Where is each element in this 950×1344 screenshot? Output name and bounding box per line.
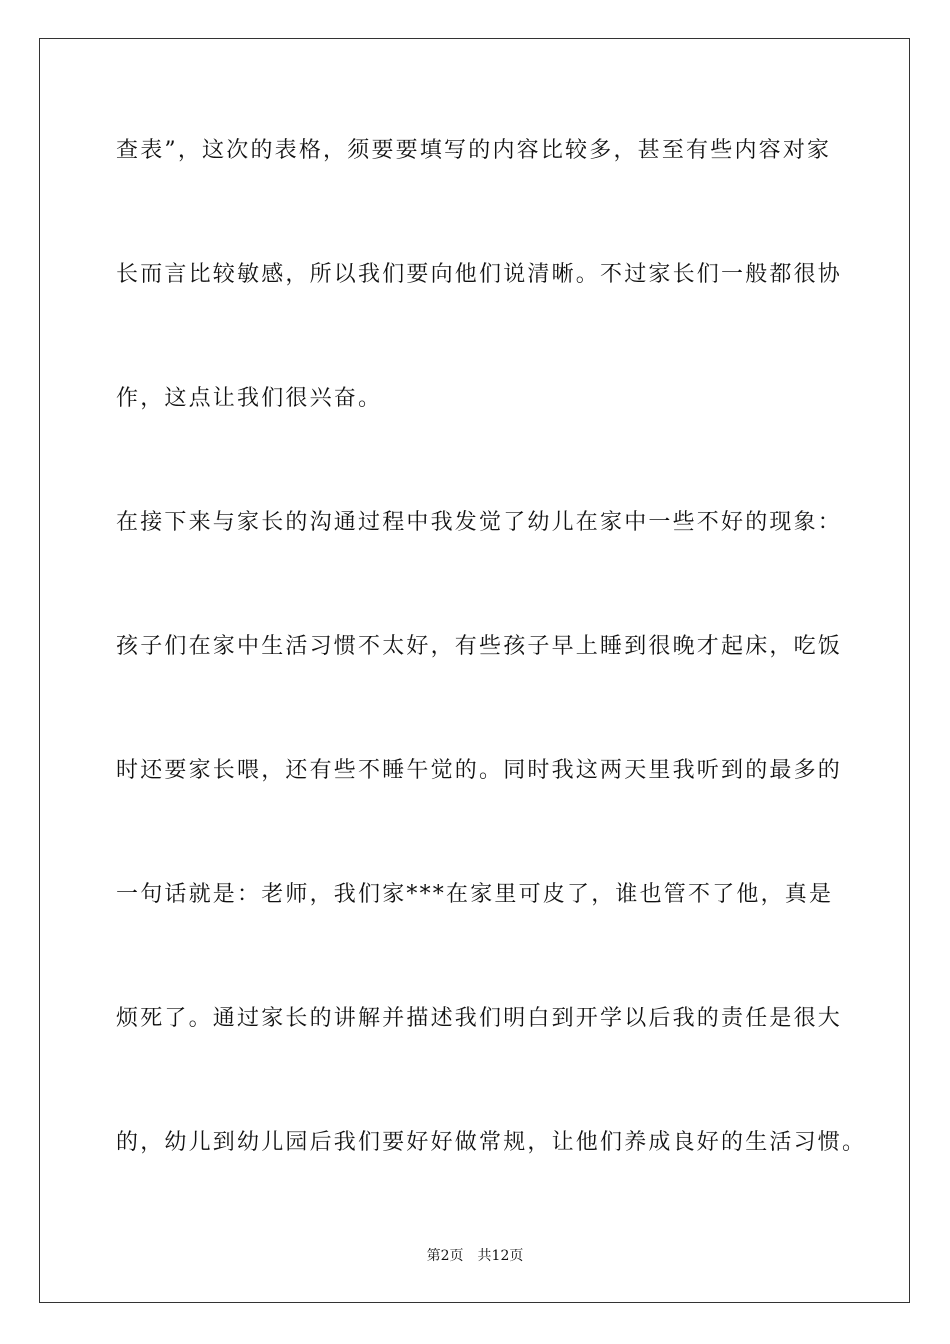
text-line: 一句话就是：老师，我们家***在家里可皮了，谁也管不了他，真是 — [116, 882, 834, 907]
text-line: 长而言比较敏感，所以我们要向他们说清晰。不过家长们一般都很协 — [116, 262, 843, 287]
text-line: 的，幼儿到幼儿园后我们要好好做常规，让他们养成良好的生活习惯。 — [116, 1130, 867, 1155]
text-line: 查表”，这次的表格，须要要填写的内容比较多，甚至有些内容对家 — [116, 138, 832, 163]
text-line: 在接下来与家长的沟通过程中我发觉了幼儿在家中一些不好的现象： — [116, 510, 843, 535]
page-number: 第2页 — [426, 1248, 464, 1264]
page-total: 共12页 — [477, 1248, 524, 1264]
page-footer — [0, 1246, 950, 1266]
text-line: 烦死了。通过家长的讲解并描述我们明白到开学以后我的责任是很大 — [116, 1006, 843, 1031]
text-line: 孩子们在家中生活习惯不太好，有些孩子早上睡到很晚才起床，吃饭 — [116, 634, 843, 659]
text-line: 作，这点让我们很兴奋。 — [116, 386, 383, 411]
page-border — [39, 38, 910, 1303]
text-line: 时还要家长喂，还有些不睡午觉的。同时我这两天里我听到的最多的 — [116, 758, 843, 783]
